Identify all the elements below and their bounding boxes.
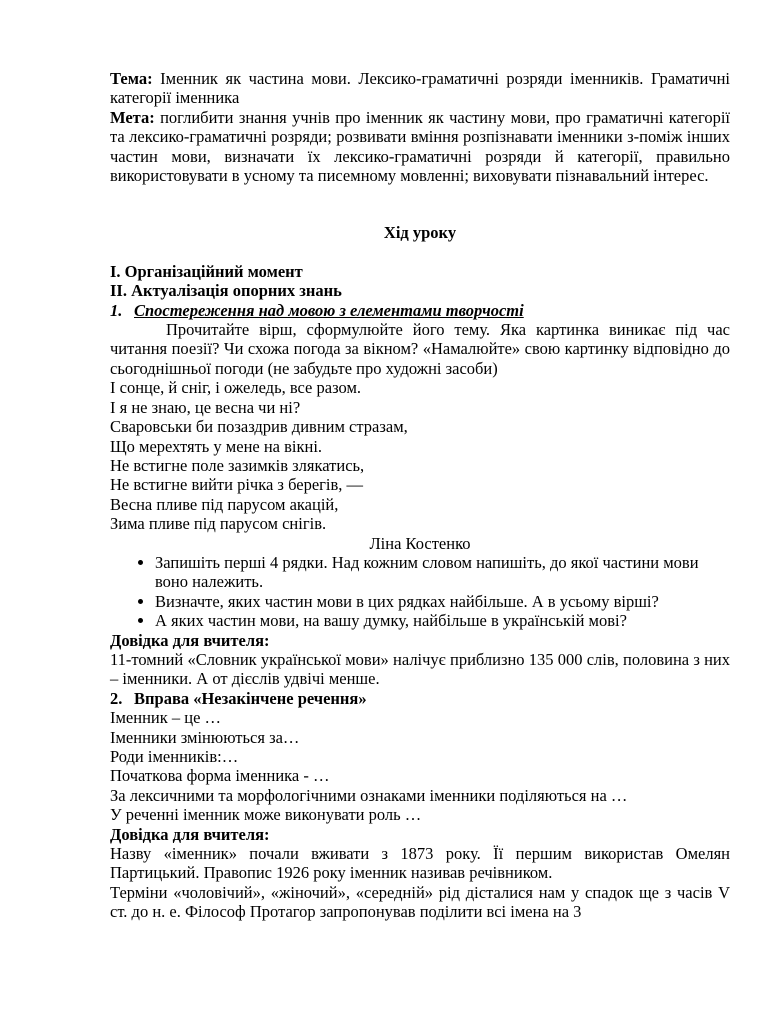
poem <box>110 378 730 533</box>
task1-questions <box>110 553 730 631</box>
teacher-note-text-1: 11-томний «Словник української мови» налічує приблизно 135 000 слів, половина з них – іменники. А от дієслів удвічі менше. <box>110 649 730 689</box>
task2-title: Вправа «Незакінчене речення» <box>134 688 367 708</box>
task2-heading <box>110 689 730 708</box>
question-item: • Запишіть перші 4 рядки. Над кожним словом напишіть, до якої частини мови воно належить. <box>155 553 730 592</box>
topic-label: Тема: <box>110 69 153 88</box>
poem-line: І я не знаю, це весна чи ні? <box>110 397 301 417</box>
topic-paragraph <box>110 69 730 108</box>
teacher-note-paragraph: Терміни «чоловічий», «жіночий», «середній» рід дісталися нам у спадок ще з часів V ст. до н. е. Філософ Протагор запропонував поділити всі імена на 3 <box>110 882 730 922</box>
task1-title: Спостереження над мовою з елементами творчості <box>134 300 524 320</box>
task2-line: Початкова форма іменника - … <box>110 766 330 786</box>
section-actualization: ІІ. Актуалізація опорних знань <box>110 281 342 301</box>
question-item: • Визначте, яких частин мови в цих рядках найбільше. А в усьому вірші? <box>155 592 730 611</box>
lesson-title: Хід уроку <box>383 223 457 243</box>
task2-line: Іменники змінюються за… <box>110 727 300 747</box>
teacher-note-label-1: Довідка для вчителя: <box>110 630 270 650</box>
task1-instruction: Прочитайте вірш, сформулюйте його тему. Яка картинка виникає під час читання поезії? Чи схожа погода за вікном? «Намалюйте» свою картинку відповідно до сьогоднішньої погоди (не забудьте про художні засоби) <box>110 320 730 378</box>
task2-line: Роди іменників:… <box>110 747 239 766</box>
poem-author: Ліна Костенко <box>369 533 471 553</box>
poem-line: Що мерехтять у мене на вікні. <box>110 436 323 456</box>
question-item: • А яких частин мови, на вашу думку, найбільше в українській мові? <box>155 611 730 630</box>
poem-line: Не встигне вийти річка з берегів, — <box>110 475 364 495</box>
task1-number: 1. <box>110 300 123 320</box>
task2-line: За лексичними та морфологічними ознаками іменники поділяються на … <box>110 785 628 805</box>
poem-line: Не встигне поле зазимків злякатись, <box>110 455 365 475</box>
task2-line: У реченні іменник може виконувати роль … <box>110 805 422 825</box>
document-page <box>110 69 730 922</box>
poem-line: Весна пливе під парусом акацій, <box>110 494 339 514</box>
topic-text: Іменник як частина мови. Лексико-граматичні розряди іменників. Граматичні категорії іменника <box>110 69 730 108</box>
poem-line: І сонце, й сніг, і ожеледь, все разом. <box>110 378 362 398</box>
goal-label: Мета: <box>110 107 155 127</box>
goal-paragraph <box>110 108 730 186</box>
task2-number: 2. <box>110 688 123 708</box>
section-organizational: І. Організаційний момент <box>110 261 303 281</box>
teacher-note-paragraph: Назву «іменник» почали вживати з 1873 року. Її першим використав Омелян Партицький. Правопис 1926 року іменник називав речівником. <box>110 844 730 883</box>
poem-line: Зима пливе під парусом снігів. <box>110 514 327 534</box>
teacher-note-label-2: Довідка для вчителя: <box>110 824 270 844</box>
goal-text: поглибити знання учнів про іменник як частину мови, про граматичні категорії та лексико-граматичні розряди; розвивати вміння розпізнавати іменники з-поміж інших частин мови, визначати їх лексико-граматичні розряди й категорії, правильно використовувати в усному та писемному мовленні; виховувати пізнавальний інтерес. <box>110 107 730 186</box>
task2-line: Іменник – це … <box>110 708 222 728</box>
task1-heading <box>110 301 730 320</box>
poem-line: Сваровськи би позаздрив дивним стразам, <box>110 417 408 437</box>
